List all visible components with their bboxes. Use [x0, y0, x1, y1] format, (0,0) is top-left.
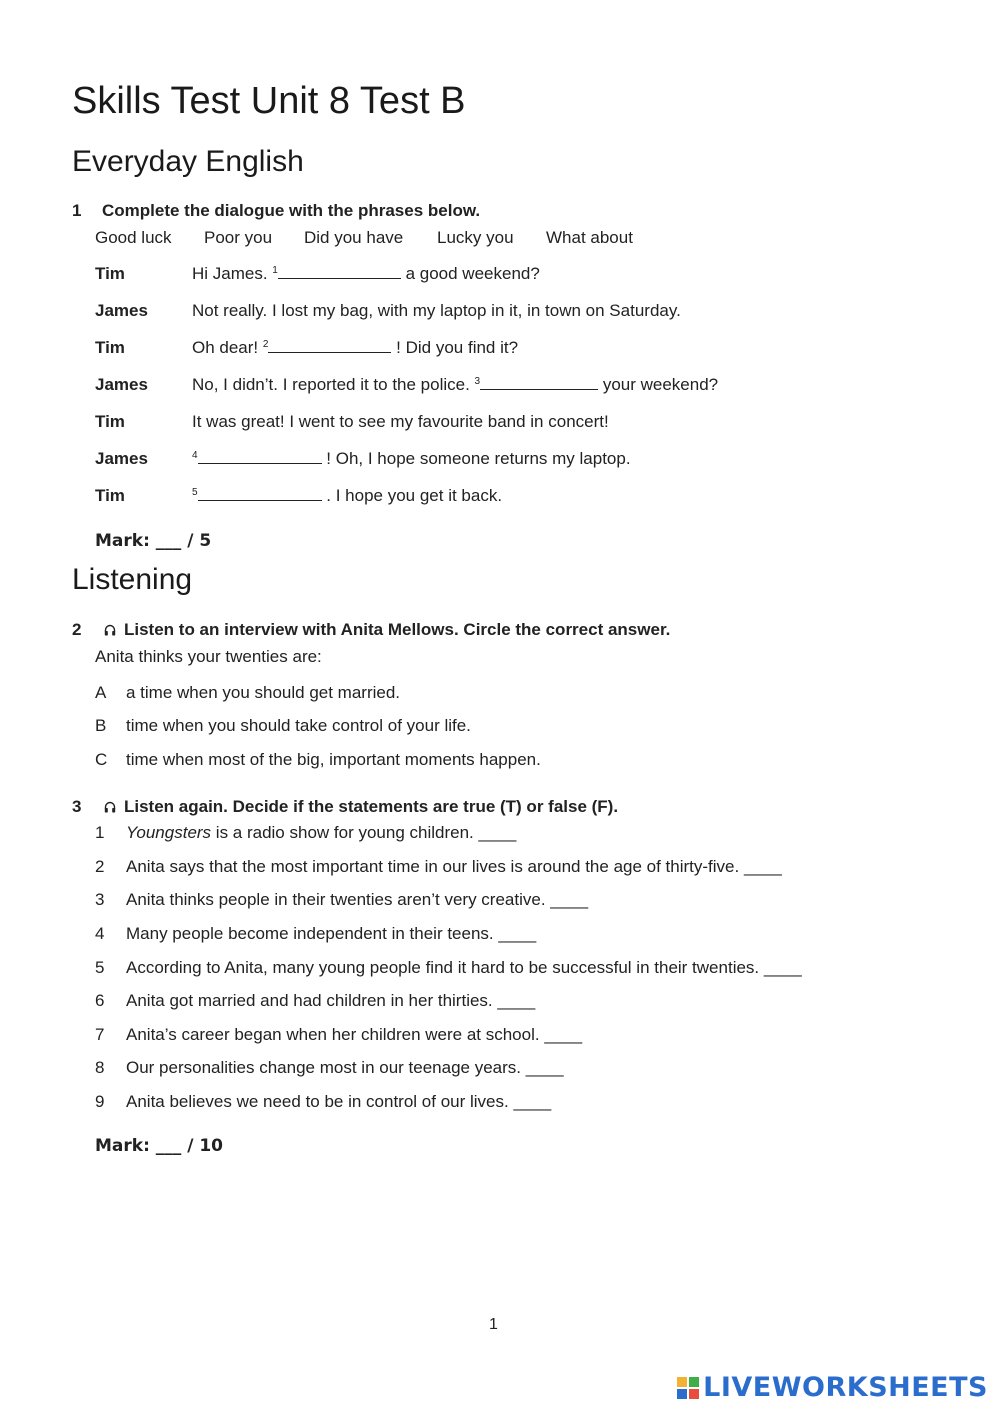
dialogue-line-3 — [192, 338, 518, 358]
question-number-3: 3 — [72, 797, 82, 816]
phrase-what-about[interactable]: What about — [546, 228, 633, 247]
question-3-instruction: Listen again. Decide if the statements are true (T) or false (F). — [124, 797, 619, 816]
line-text: ! Did you find it? — [391, 338, 519, 357]
gap-number: 3 — [474, 376, 481, 387]
option-letter-a[interactable]: A — [95, 683, 107, 702]
line-text: Hi James. — [192, 264, 273, 283]
statement-number: 9 — [95, 1092, 105, 1111]
show-name: Youngsters — [126, 823, 212, 842]
dialogue-line-2: Not really. I lost my bag, with my laptop in it, in town on Saturday. — [192, 301, 681, 320]
speaker-label: Tim — [95, 486, 125, 505]
dialogue-line-7 — [192, 486, 502, 506]
question-2-instruction: Listen to an interview with Anita Mellows. Circle the correct answer. — [124, 620, 671, 639]
speaker-label: Tim — [95, 338, 125, 357]
statement-number: 7 — [95, 1025, 105, 1044]
dialogue-line-5: It was great! I went to see my favourite band in concert! — [192, 412, 609, 431]
option-c[interactable]: time when most of the big, important moments happen. — [126, 750, 541, 769]
gap-number: 2 — [262, 339, 269, 350]
speaker-label: James — [95, 375, 148, 394]
option-letter-b[interactable]: B — [95, 716, 107, 735]
mark-score-1: Mark: ___ / 5 — [95, 531, 212, 551]
line-text: . I hope you get it back. — [321, 486, 503, 505]
question-2-prompt: Anita thinks your twenties are: — [95, 647, 322, 666]
speaker-label: James — [95, 449, 148, 468]
dialogue-line-1 — [192, 264, 540, 284]
question-number-2: 2 — [72, 620, 82, 639]
dialogue-line-4 — [192, 375, 718, 395]
statement-number: 8 — [95, 1058, 105, 1077]
gap-number: 5 — [192, 487, 198, 498]
statement-number: 2 — [95, 857, 105, 876]
speaker-label: Tim — [95, 264, 125, 283]
statement-number: 5 — [95, 958, 105, 977]
phrase-poor-you[interactable]: Poor you — [204, 228, 273, 247]
headphones-icon — [104, 801, 116, 813]
statement-1 — [126, 823, 516, 843]
line-text: Oh dear! — [192, 338, 263, 357]
gap-2-blank[interactable] — [268, 338, 391, 353]
option-b[interactable]: time when you should take control of your life. — [126, 716, 471, 735]
mark-score-2: Mark: ___ / 10 — [95, 1136, 223, 1156]
line-text: a good weekend? — [400, 264, 540, 283]
speaker-label: Tim — [95, 412, 125, 431]
logo-cubes-icon — [677, 1377, 699, 1399]
statement-3[interactable]: Anita thinks people in their twenties aren’t very creative. ____ — [126, 890, 589, 909]
logo-text: LIVEWORKSHEETS — [703, 1372, 988, 1403]
option-letter-c[interactable]: C — [95, 750, 108, 769]
question-3-instruction-row — [104, 797, 618, 817]
statement-number: 1 — [95, 823, 105, 842]
question-2-instruction-row — [104, 620, 670, 640]
page-title: Skills Test Unit 8 Test B — [72, 80, 466, 122]
statement-9[interactable]: Anita believes we need to be in control of our lives. ____ — [126, 1092, 552, 1111]
speaker-label: James — [95, 301, 148, 320]
section-heading-everyday-english: Everyday English — [72, 145, 304, 178]
statement-6[interactable]: Anita got married and had children in her thirties. ____ — [126, 991, 536, 1010]
liveworksheets-logo — [677, 1372, 988, 1403]
statement-4[interactable]: Many people become independent in their teens. ____ — [126, 924, 537, 943]
gap-1-blank[interactable] — [278, 264, 401, 279]
phrase-lucky-you[interactable]: Lucky you — [437, 228, 514, 247]
statement-text[interactable]: is a radio show for young children. ____ — [211, 823, 517, 842]
option-a[interactable]: a time when you should get married. — [126, 683, 401, 702]
gap-5-blank[interactable] — [198, 486, 322, 501]
statement-number: 4 — [95, 924, 105, 943]
question-number-1: 1 — [72, 201, 82, 220]
question-1-instruction: Complete the dialogue with the phrases below. — [102, 201, 481, 220]
gap-4-blank[interactable] — [198, 449, 322, 464]
section-heading-listening: Listening — [72, 563, 193, 596]
statement-5[interactable]: According to Anita, many young people find it hard to be successful in their twenties. ____ — [126, 958, 802, 977]
line-text: ! Oh, I hope someone returns my laptop. — [321, 449, 631, 468]
line-text: No, I didn’t. I reported it to the police. — [192, 375, 475, 394]
statement-8[interactable]: Our personalities change most in our teenage years. ____ — [126, 1058, 564, 1077]
gap-number: 1 — [272, 265, 278, 276]
statement-number: 6 — [95, 991, 105, 1010]
dialogue-line-6 — [192, 449, 631, 469]
gap-number: 4 — [192, 450, 198, 461]
page-number: 1 — [489, 1316, 498, 1333]
headphones-icon — [104, 624, 116, 636]
line-text: your weekend? — [598, 375, 719, 394]
statement-7[interactable]: Anita’s career began when her children were at school. ____ — [126, 1025, 583, 1044]
gap-3-blank[interactable] — [480, 375, 598, 390]
statement-number: 3 — [95, 890, 105, 909]
phrase-good-luck[interactable]: Good luck — [95, 228, 172, 247]
statement-2[interactable]: Anita says that the most important time in our lives is around the age of thirty-five. ____ — [126, 857, 782, 876]
phrase-did-you-have[interactable]: Did you have — [304, 228, 404, 247]
